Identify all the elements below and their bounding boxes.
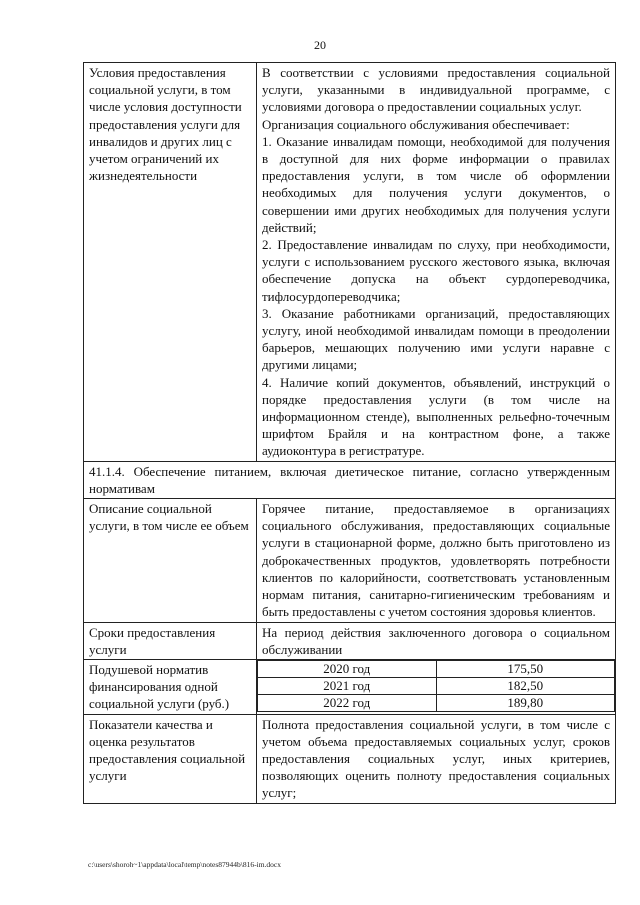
table-row <box>84 499 616 622</box>
paragraph: 4. Наличие копий документов, объявлений, инструкций о порядке предоставления услуги (в том числе на информационном стенде), выполненных рельефно-точечным шрифтом Брайля и на контрастном фоне, а также аудиоконтура в регистратуре. <box>262 374 610 459</box>
section-heading: 41.1.4. Обеспечение питанием, включая диетическое питание, согласно утвержденным нормативам <box>84 461 616 498</box>
norm-value: 182,50 <box>436 677 615 694</box>
row-content <box>257 63 616 462</box>
norm-row <box>258 677 615 694</box>
page-number: 20 <box>314 38 326 52</box>
row-content: На период действия заключенного договора о социальном обслуживании <box>257 622 616 659</box>
norm-value: 189,80 <box>436 694 615 711</box>
paragraph: 1. Оказание инвалидам помощи, необходимой для получения в доступной для них форме информации о правилах предоставления услуги, в том числе об оформлении необходимых для получения услуги документов, о совершении ими других необходимых для получения услуги действий; <box>262 133 610 235</box>
row-label: Показатели качества и оценка результатов предоставления социальной услуги <box>84 714 257 803</box>
paragraph: 2. Предоставление инвалидам по слуху, при необходимости, услуги с использованием русского жестового языка, включая обеспечение допуска на объект сурдопереводчика, тифлосурдопереводчика; <box>262 237 610 304</box>
row-content: Горячее питание, предоставляемое в организациях социального обслуживания, предоставляющих социальные услуги в стационарной форме, должно быть приготовлено из доброкачественных продуктов, удовлетворять потребности клиентов по калорийности, соответствовать установленным нормам питания, санитарно-гигиеническим требованиям и быть предоставлены с учетом состояния здоровья клиентов. <box>257 499 616 622</box>
paragraph: Организация социального обслуживания обеспечивает: <box>262 116 570 132</box>
table-row <box>84 461 616 498</box>
norm-value: 175,50 <box>436 660 615 677</box>
row-label: Подушевой норматив финансирования одной социальной услуги (руб.) <box>84 659 257 714</box>
file-path-footer: c:\users\shoroh~1\appdata\local\temp\notes87944b\816-im.docx <box>88 860 281 869</box>
norm-year: 2020 год <box>258 660 437 677</box>
norm-row <box>258 660 615 677</box>
row-content: Полнота предоставления социальной услуги, в том числе с учетом объема предоставляемых социальных услуг, сроков предоставления социальных услуг, иных критериев, позволяющих оценить полноту предоставления социальных услуг; <box>257 714 616 803</box>
row-label: Условия предоставления социальной услуги, в том числе условия доступности предоставления услуги для инвалидов и других лиц с учетом ограничений их жизнедеятельности <box>84 63 257 462</box>
row-label: Описание социальной услуги, в том числе ее объем <box>84 499 257 622</box>
table-row <box>84 63 616 462</box>
norm-year: 2022 год <box>258 694 437 711</box>
norms-cell <box>257 659 616 714</box>
row-label: Сроки предоставления услуги <box>84 622 257 659</box>
table-row <box>84 714 616 803</box>
table-row <box>84 622 616 659</box>
norm-row <box>258 694 615 711</box>
services-table <box>83 62 616 804</box>
norms-table <box>257 660 615 712</box>
paragraph: 3. Оказание работниками организаций, предоставляющих услугу, иной необходимой инвалидам помощи в преодолении барьеров, мешающих получению ими услуги наравне с другими лицами; <box>262 305 610 373</box>
norm-year: 2021 год <box>258 677 437 694</box>
paragraph: В соответствии с условиями предоставления социальной услуги, указанными в индивидуальной программе, с условиями договора о предоставлении социальных услуг. <box>262 65 610 115</box>
table-row <box>84 659 616 714</box>
